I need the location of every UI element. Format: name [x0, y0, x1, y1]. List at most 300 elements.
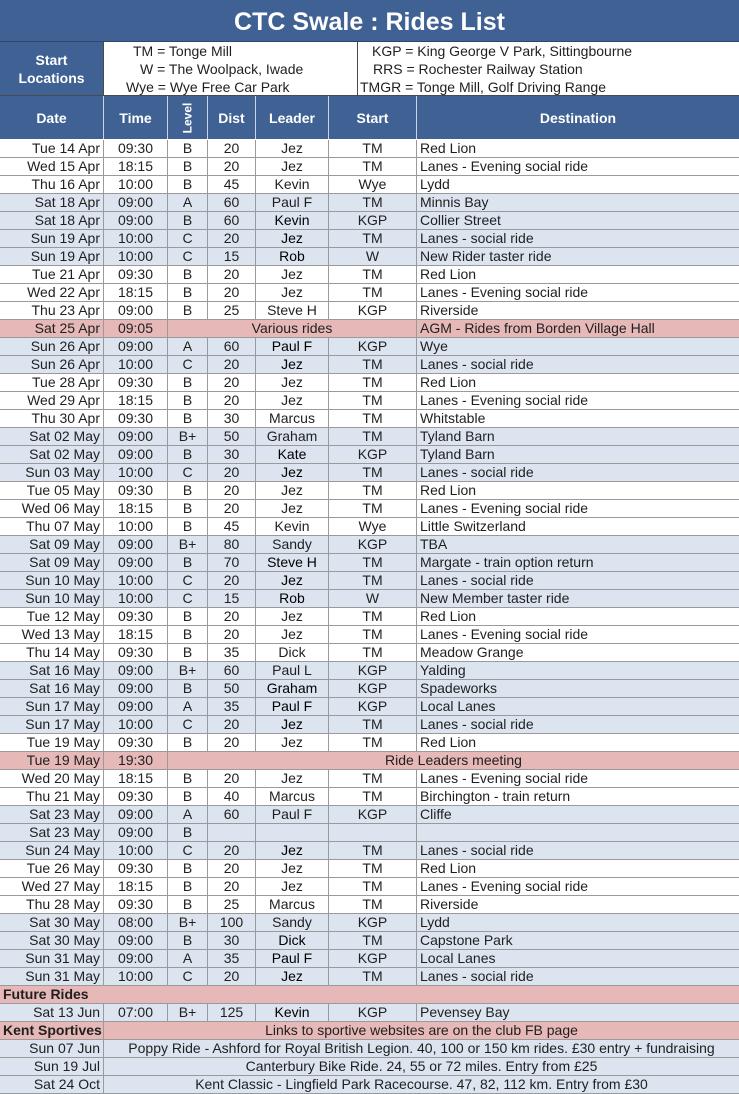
level-cell: B — [168, 392, 208, 409]
time-cell: 09:00 — [104, 338, 168, 355]
destination-cell: Lanes - Evening social ride — [420, 284, 589, 300]
sportive-note: Kent Classic - Lingfield Park Racecourse. 47, 82, 112 km. Entry from £30 — [195, 1076, 648, 1092]
start-cell: TM — [329, 716, 417, 733]
time-cell: 18:15 — [104, 392, 168, 409]
date-cell: Sun 19 Jul — [0, 1058, 104, 1075]
dist-cell: 70 — [208, 554, 256, 571]
start-cell: TM — [329, 140, 417, 157]
start-cell: TM — [329, 194, 417, 211]
leader-cell: Marcus — [256, 410, 329, 427]
leader-cell: Jez — [256, 734, 329, 751]
dist-cell: 20 — [208, 626, 256, 643]
start-cell: TM — [329, 572, 417, 589]
time-cell: 09:30 — [104, 374, 168, 391]
time-cell: 09:00 — [104, 698, 168, 715]
date-cell: Sun 26 Apr — [0, 338, 104, 355]
time-cell: 09:30 — [104, 788, 168, 805]
destination-cell: Local Lanes — [420, 950, 496, 966]
time-cell: 09:05 — [104, 320, 168, 337]
location-entry: TM = Tonge Mill — [133, 43, 232, 59]
start-locations-right — [358, 42, 739, 95]
dist-cell: 45 — [208, 518, 256, 535]
table-row — [0, 572, 739, 590]
start-cell: TM — [329, 482, 417, 499]
time-cell: 07:00 — [104, 1004, 168, 1021]
section-row — [0, 986, 739, 1004]
level-cell: B — [168, 374, 208, 391]
header-start: Start — [329, 96, 417, 139]
header-level — [168, 96, 208, 139]
destination-cell: Red Lion — [420, 374, 477, 390]
table-row — [0, 914, 739, 932]
time-cell: 09:00 — [104, 824, 168, 841]
level-cell: C — [168, 572, 208, 589]
start-cell: TM — [329, 554, 417, 571]
date-cell: Wed 15 Apr — [0, 158, 104, 175]
destination-cell: Red Lion — [420, 734, 477, 750]
sportive-note: Canterbury Bike Ride. 24, 55 or 72 miles. Entry from £25 — [245, 1058, 598, 1074]
location-entry: RRS = Rochester Railway Station — [373, 61, 583, 77]
dist-cell: 20 — [208, 374, 256, 391]
start-cell: KGP — [329, 536, 417, 553]
leader-cell: Steve H — [256, 554, 329, 571]
leader-cell: Jez — [256, 770, 329, 787]
table-row — [0, 554, 739, 572]
start-cell: W — [329, 590, 417, 607]
level-cell: C — [168, 230, 208, 247]
leader-cell: Jez — [256, 716, 329, 733]
time-cell: 10:00 — [104, 356, 168, 373]
destination-cell: Lanes - social ride — [420, 968, 534, 984]
table-row — [0, 734, 739, 752]
destination-cell: Minnis Bay — [420, 194, 489, 210]
time-cell: 09:00 — [104, 662, 168, 679]
dist-cell: 30 — [208, 932, 256, 949]
table-row — [0, 680, 739, 698]
table-row — [0, 392, 739, 410]
table-row — [0, 878, 739, 896]
start-cell: TM — [329, 968, 417, 985]
level-cell: B — [168, 608, 208, 625]
dist-cell: 20 — [208, 284, 256, 301]
start-cell: TM — [329, 644, 417, 661]
table-row — [0, 338, 739, 356]
leader-cell: Paul F — [256, 950, 329, 967]
table-row — [0, 410, 739, 428]
dist-cell: 20 — [208, 464, 256, 481]
dist-cell: 20 — [208, 968, 256, 985]
time-cell: 09:00 — [104, 932, 168, 949]
table-row — [0, 320, 739, 338]
date-cell: Tue 19 May — [0, 752, 104, 769]
start-cell: TM — [329, 626, 417, 643]
start-cell: TM — [329, 500, 417, 517]
leader-cell: Jez — [256, 500, 329, 517]
date-cell: Thu 23 Apr — [0, 302, 104, 319]
date-cell: Sun 31 May — [0, 968, 104, 985]
date-cell: Sat 02 May — [0, 446, 104, 463]
date-cell: Sun 03 May — [0, 464, 104, 481]
dist-cell: 20 — [208, 158, 256, 175]
dist-cell: 20 — [208, 608, 256, 625]
table-row — [0, 1058, 739, 1076]
leader-cell: Jez — [256, 374, 329, 391]
leader-cell: Jez — [256, 284, 329, 301]
dist-cell: 20 — [208, 734, 256, 751]
dist-cell: 50 — [208, 428, 256, 445]
start-cell: KGP — [329, 680, 417, 697]
level-cell: B — [168, 896, 208, 913]
destination-cell: Cliffe — [420, 806, 452, 822]
dist-cell: 20 — [208, 860, 256, 877]
start-cell: TM — [329, 842, 417, 859]
leader-cell: Kevin — [256, 176, 329, 193]
level-cell: C — [168, 842, 208, 859]
leader-cell: Paul L — [256, 662, 329, 679]
merged-note: Ride Leaders meeting — [385, 752, 522, 768]
start-cell: TM — [329, 932, 417, 949]
date-cell: Sat 30 May — [0, 932, 104, 949]
leader-cell: Jez — [256, 140, 329, 157]
time-cell: 10:00 — [104, 572, 168, 589]
level-cell: B — [168, 482, 208, 499]
table-row — [0, 770, 739, 788]
table-row — [0, 752, 739, 770]
time-cell: 09:30 — [104, 896, 168, 913]
header-date: Date — [0, 96, 104, 139]
leader-cell: Jez — [256, 266, 329, 283]
level-cell: B — [168, 824, 208, 841]
start-cell: TM — [329, 860, 417, 877]
leader-cell: Marcus — [256, 788, 329, 805]
level-cell: B — [168, 554, 208, 571]
level-cell: B — [168, 212, 208, 229]
level-cell: B — [168, 932, 208, 949]
date-cell: Tue 26 May — [0, 860, 104, 877]
leader-cell: Jez — [256, 860, 329, 877]
table-row — [0, 140, 739, 158]
level-cell: C — [168, 464, 208, 481]
table-row — [0, 536, 739, 554]
leader-cell: Paul F — [256, 698, 329, 715]
date-cell: Sat 09 May — [0, 536, 104, 553]
dist-cell: 25 — [208, 302, 256, 319]
start-locations-label-line2: Locations — [18, 69, 85, 86]
date-cell: Sat 25 Apr — [0, 320, 104, 337]
dist-cell: 20 — [208, 878, 256, 895]
start-cell: KGP — [329, 698, 417, 715]
start-locations-panel — [0, 42, 739, 96]
start-cell: KGP — [329, 446, 417, 463]
time-cell: 09:30 — [104, 482, 168, 499]
time-cell: 10:00 — [104, 230, 168, 247]
start-cell: TM — [329, 788, 417, 805]
start-cell: Wye — [329, 176, 417, 193]
leader-cell: Jez — [256, 968, 329, 985]
start-cell: TM — [329, 878, 417, 895]
level-cell: B — [168, 788, 208, 805]
start-locations-left — [104, 42, 357, 95]
start-cell: TM — [329, 374, 417, 391]
table-row — [0, 230, 739, 248]
dist-cell: 25 — [208, 896, 256, 913]
location-entry: W = The Woolpack, Iwade — [140, 61, 304, 77]
table-row — [0, 158, 739, 176]
table-row — [0, 1040, 739, 1058]
section-title: Kent Sportives — [0, 1022, 104, 1039]
destination-cell: TBA — [420, 536, 448, 552]
date-cell: Thu 16 Apr — [0, 176, 104, 193]
level-cell: C — [168, 968, 208, 985]
destination-cell: Lanes - Evening social ride — [420, 158, 589, 174]
date-cell: Sun 07 Jun — [0, 1040, 104, 1057]
time-cell: 09:00 — [104, 302, 168, 319]
start-cell: TM — [329, 464, 417, 481]
start-cell: KGP — [329, 302, 417, 319]
time-cell: 19:30 — [104, 752, 168, 769]
time-cell: 10:00 — [104, 176, 168, 193]
table-row — [0, 626, 739, 644]
level-cell: B — [168, 410, 208, 427]
time-cell: 18:15 — [104, 626, 168, 643]
date-cell: Sat 13 Jun — [0, 1004, 104, 1021]
level-cell: B — [168, 266, 208, 283]
table-row — [0, 356, 739, 374]
level-cell: B+ — [168, 1004, 208, 1021]
start-cell — [329, 824, 417, 841]
dist-cell: 20 — [208, 266, 256, 283]
destination-cell: Whitstable — [420, 410, 486, 426]
destination-cell: Lydd — [420, 176, 450, 192]
dist-cell: 35 — [208, 698, 256, 715]
time-cell: 10:00 — [104, 968, 168, 985]
date-cell: Sat 30 May — [0, 914, 104, 931]
date-cell: Sat 23 May — [0, 806, 104, 823]
time-cell: 10:00 — [104, 464, 168, 481]
destination-cell: Riverside — [420, 302, 479, 318]
table-row — [0, 896, 739, 914]
start-cell: TM — [329, 158, 417, 175]
table-row — [0, 716, 739, 734]
date-cell: Sat 18 Apr — [0, 194, 104, 211]
table-row — [0, 500, 739, 518]
dist-cell: 60 — [208, 806, 256, 823]
start-cell: TM — [329, 230, 417, 247]
leader-cell: Paul F — [256, 806, 329, 823]
leader-cell: Marcus — [256, 896, 329, 913]
destination-cell: Red Lion — [420, 482, 477, 498]
date-cell: Wed 27 May — [0, 878, 104, 895]
table-row — [0, 212, 739, 230]
date-cell: Tue 21 Apr — [0, 266, 104, 283]
table-row — [0, 266, 739, 284]
table-row — [0, 932, 739, 950]
leader-cell: Jez — [256, 158, 329, 175]
date-cell: Tue 14 Apr — [0, 140, 104, 157]
time-cell: 09:30 — [104, 140, 168, 157]
leader-cell: Kevin — [256, 518, 329, 535]
destination-cell: Red Lion — [420, 860, 477, 876]
start-locations-label — [0, 42, 104, 95]
dist-cell: 20 — [208, 770, 256, 787]
date-cell: Sun 10 May — [0, 590, 104, 607]
start-locations-label-line1: Start — [35, 51, 68, 68]
destination-cell: AGM - Rides from Borden Village Hall — [420, 320, 655, 336]
date-cell: Thu 28 May — [0, 896, 104, 913]
header-time: Time — [104, 96, 168, 139]
start-cell: TM — [329, 356, 417, 373]
dist-cell: 60 — [208, 662, 256, 679]
date-cell: Sat 16 May — [0, 662, 104, 679]
leader-cell: Jez — [256, 842, 329, 859]
time-cell: 09:30 — [104, 734, 168, 751]
date-cell: Wed 20 May — [0, 770, 104, 787]
date-cell: Sun 26 Apr — [0, 356, 104, 373]
time-cell: 09:00 — [104, 680, 168, 697]
level-cell: B+ — [168, 662, 208, 679]
dist-cell: 60 — [208, 194, 256, 211]
dist-cell: 100 — [208, 914, 256, 931]
date-cell: Tue 05 May — [0, 482, 104, 499]
destination-cell: Tyland Barn — [420, 446, 495, 462]
start-cell: KGP — [329, 662, 417, 679]
dist-cell: 20 — [208, 392, 256, 409]
leader-cell: Jez — [256, 464, 329, 481]
table-row — [0, 1004, 739, 1022]
header-dist: Dist — [208, 96, 256, 139]
date-cell: Thu 30 Apr — [0, 410, 104, 427]
date-cell: Wed 06 May — [0, 500, 104, 517]
destination-cell: New Member taster ride — [420, 590, 570, 606]
date-cell: Sat 23 May — [0, 824, 104, 841]
level-cell: B — [168, 626, 208, 643]
time-cell: 09:00 — [104, 554, 168, 571]
level-cell: B — [168, 770, 208, 787]
level-cell: B — [168, 878, 208, 895]
leader-cell: Kevin — [256, 1004, 329, 1021]
start-cell: KGP — [329, 1004, 417, 1021]
time-cell: 18:15 — [104, 158, 168, 175]
destination-cell: Tyland Barn — [420, 428, 495, 444]
table-row — [0, 176, 739, 194]
leader-cell: Rob — [256, 248, 329, 265]
leader-cell: Kevin — [256, 212, 329, 229]
level-cell: A — [168, 338, 208, 355]
location-entry: TMGR = Tonge Mill, Golf Driving Range — [360, 79, 606, 95]
time-cell: 09:00 — [104, 446, 168, 463]
date-cell: Sun 10 May — [0, 572, 104, 589]
start-cell: TM — [329, 608, 417, 625]
leader-cell: Sandy — [256, 536, 329, 553]
table-row — [0, 464, 739, 482]
date-cell: Sun 17 May — [0, 716, 104, 733]
time-cell: 09:00 — [104, 194, 168, 211]
destination-cell: Lanes - Evening social ride — [420, 626, 589, 642]
leader-cell: Rob — [256, 590, 329, 607]
destination-cell: Lanes - social ride — [420, 464, 534, 480]
destination-cell: Lanes - Evening social ride — [420, 392, 589, 408]
table-row — [0, 590, 739, 608]
level-cell: B — [168, 176, 208, 193]
start-cell: KGP — [329, 950, 417, 967]
leader-cell: Jez — [256, 482, 329, 499]
destination-cell: Local Lanes — [420, 698, 496, 714]
page-title: CTC Swale : Rides List — [0, 0, 739, 42]
date-cell: Sat 02 May — [0, 428, 104, 445]
table-row — [0, 950, 739, 968]
date-cell: Thu 14 May — [0, 644, 104, 661]
leader-cell — [256, 824, 329, 841]
date-cell: Sat 18 Apr — [0, 212, 104, 229]
destination-cell — [417, 824, 739, 841]
leader-cell: Jez — [256, 392, 329, 409]
start-cell: TM — [329, 428, 417, 445]
leader-cell: Jez — [256, 608, 329, 625]
start-cell: KGP — [329, 914, 417, 931]
dist-cell: 20 — [208, 482, 256, 499]
time-cell: 09:00 — [104, 428, 168, 445]
dist-cell: 60 — [208, 338, 256, 355]
start-cell: TM — [329, 392, 417, 409]
level-cell: B — [168, 500, 208, 517]
level-cell: C — [168, 248, 208, 265]
dist-cell: 125 — [208, 1004, 256, 1021]
table-row — [0, 824, 739, 842]
table-row — [0, 842, 739, 860]
level-cell: B — [168, 302, 208, 319]
date-cell: Sat 09 May — [0, 554, 104, 571]
destination-cell: Meadow Grange — [420, 644, 524, 660]
date-cell: Tue 12 May — [0, 608, 104, 625]
level-cell: B — [168, 446, 208, 463]
table-row — [0, 608, 739, 626]
level-cell: B+ — [168, 428, 208, 445]
section-row — [0, 1022, 739, 1040]
level-cell: B — [168, 518, 208, 535]
level-cell: A — [168, 698, 208, 715]
table-row — [0, 482, 739, 500]
destination-cell: Lanes - Evening social ride — [420, 878, 589, 894]
date-cell: Thu 07 May — [0, 518, 104, 535]
leader-cell: Jez — [256, 572, 329, 589]
destination-cell: Lanes - Evening social ride — [420, 500, 589, 516]
time-cell: 09:00 — [104, 212, 168, 229]
time-cell: 10:00 — [104, 518, 168, 535]
date-cell: Sun 17 May — [0, 698, 104, 715]
section-title: Future Rides — [3, 986, 89, 1002]
time-cell: 10:00 — [104, 248, 168, 265]
time-cell: 09:30 — [104, 860, 168, 877]
date-cell: Tue 19 May — [0, 734, 104, 751]
leader-cell: Jez — [256, 878, 329, 895]
time-cell: 18:15 — [104, 500, 168, 517]
time-cell: 10:00 — [104, 590, 168, 607]
leader-cell: Paul F — [256, 338, 329, 355]
destination-cell: Pevensey Bay — [420, 1004, 510, 1020]
level-cell: B — [168, 158, 208, 175]
level-cell: B — [168, 734, 208, 751]
start-cell: TM — [329, 410, 417, 427]
table-row — [0, 518, 739, 536]
table-row — [0, 1076, 739, 1094]
table-row — [0, 968, 739, 986]
table-row — [0, 788, 739, 806]
date-cell: Sun 19 Apr — [0, 248, 104, 265]
destination-cell: Yalding — [420, 662, 466, 678]
dist-cell: 15 — [208, 248, 256, 265]
start-cell: TM — [329, 284, 417, 301]
header-destination: Destination — [539, 109, 617, 126]
